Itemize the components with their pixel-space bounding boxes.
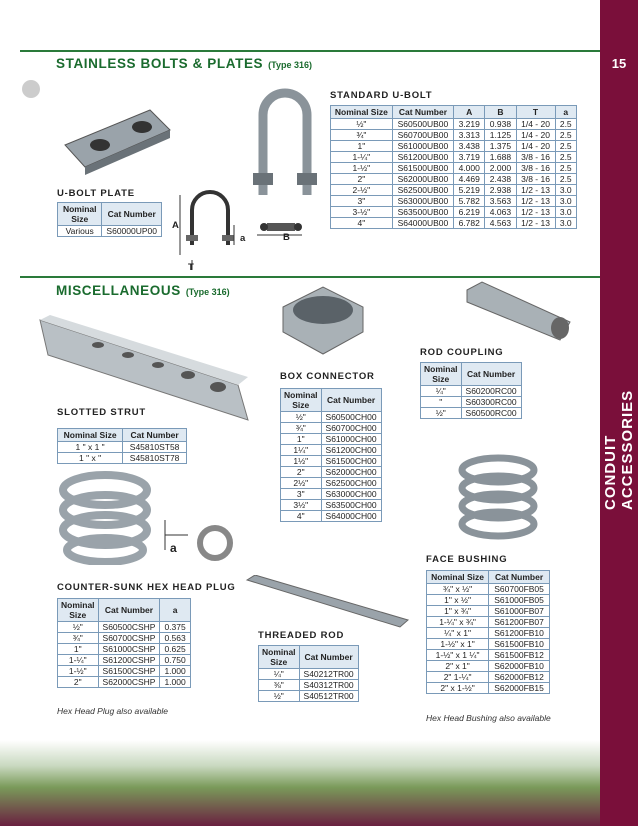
table-cell: 1" <box>58 644 99 655</box>
table-cell: S61500CSHP <box>98 666 160 677</box>
table-cell: S61200CH00 <box>321 445 381 456</box>
table-cell: 2.5 <box>555 152 576 163</box>
col-header: Nominal Size <box>58 203 102 226</box>
col-header: Nominal Size <box>421 363 462 386</box>
table-row <box>58 442 187 453</box>
table-row <box>427 628 550 639</box>
table-cell: 2.000 <box>485 163 516 174</box>
face-bushing-image <box>452 450 544 545</box>
table-cell: 1-¼" x ¾" <box>427 617 489 628</box>
table-cell: S60500CSHP <box>98 622 160 633</box>
table-row <box>421 386 522 397</box>
table-row: Various S60000UP00 <box>58 226 162 237</box>
table-row <box>281 511 382 522</box>
table-cell: S40512TR00 <box>299 691 358 702</box>
table-row <box>281 423 382 434</box>
table-cell: 1-½" x 1 ¼" <box>427 650 489 661</box>
col-header: Cat Number <box>392 106 453 119</box>
table-cell: 3.0 <box>555 196 576 207</box>
col-header: Nominal Size <box>281 389 322 412</box>
table-row <box>58 644 191 655</box>
col-header: Cat Number <box>123 429 187 442</box>
table-cell: S61200CSHP <box>98 655 160 666</box>
table-cell: S63000UB00 <box>392 196 453 207</box>
table-cell: S63500CH00 <box>321 500 381 511</box>
table-cell: 2½" <box>281 478 322 489</box>
table-row <box>427 584 550 595</box>
table-cell: S61000FB05 <box>489 595 550 606</box>
col-header: B <box>485 106 516 119</box>
table-cell: 1" x ½" <box>427 595 489 606</box>
table-cell: 1-¼" <box>58 655 99 666</box>
table-cell: 1½" <box>281 456 322 467</box>
table-row <box>58 622 191 633</box>
table-cell: 3.563 <box>485 196 516 207</box>
rod-coupling-image <box>462 280 572 345</box>
table-row <box>281 489 382 500</box>
table-cell: 0.563 <box>160 633 190 644</box>
table-cell: 2.938 <box>485 185 516 196</box>
table-cell: 1" <box>331 141 393 152</box>
table-row <box>331 196 577 207</box>
table-cell: 2.5 <box>555 163 576 174</box>
table-cell: 2" <box>281 467 322 478</box>
table-cell: " <box>421 397 462 408</box>
table-row <box>331 119 577 130</box>
table-cell: S40312TR00 <box>299 680 358 691</box>
table-cell: 6.782 <box>454 218 485 229</box>
table-cell: 1-½" <box>331 163 393 174</box>
table-cell: ¾" <box>58 633 99 644</box>
table-cell: 4.469 <box>454 174 485 185</box>
col-header: Nominal Size <box>427 571 489 584</box>
table-cell: 5.219 <box>454 185 485 196</box>
table-row <box>421 408 522 419</box>
table-cell: S60700UB00 <box>392 130 453 141</box>
table-cell: S45810ST78 <box>123 453 187 464</box>
table-cell: 2-½" <box>331 185 393 196</box>
table-row <box>331 174 577 185</box>
table-row <box>421 397 522 408</box>
col-header: Cat Number <box>299 646 358 669</box>
table-row <box>259 691 359 702</box>
table-cell: S62000UB00 <box>392 174 453 185</box>
table-cell: S61500CH00 <box>321 456 381 467</box>
table-row <box>58 655 191 666</box>
table-cell: 4.563 <box>485 218 516 229</box>
table-cell: 1.000 <box>160 666 190 677</box>
table-cell: S60700CSHP <box>98 633 160 644</box>
table-row <box>427 661 550 672</box>
table-row <box>281 445 382 456</box>
table-cell: 1-¼" <box>331 152 393 163</box>
box-connector-table <box>280 388 382 522</box>
table-cell: 1/4 - 20 <box>516 130 555 141</box>
table-cell: ¾" <box>331 130 393 141</box>
table-cell: 3/8 - 16 <box>516 152 555 163</box>
section-title-misc: MISCELLANEOUS (Type 316) <box>56 283 230 298</box>
hex-plug-dim-label: a <box>170 541 178 555</box>
slotted-strut-label: SLOTTED STRUT <box>57 407 147 418</box>
box-connector-label: BOX CONNECTOR <box>280 371 375 382</box>
table-cell: ¼" <box>259 669 300 680</box>
table-row <box>259 669 359 680</box>
table-cell: S62000CSHP <box>98 677 160 688</box>
table-cell: 1-½" <box>58 666 99 677</box>
table-cell: S62000CH00 <box>321 467 381 478</box>
rod-coupling-label: ROD COUPLING <box>420 347 504 358</box>
table-cell: 4" <box>281 511 322 522</box>
table-cell: 4.063 <box>485 207 516 218</box>
table-cell: 0.938 <box>485 119 516 130</box>
threaded-rod-table <box>258 645 359 702</box>
table-row <box>427 606 550 617</box>
face-bushing-label: FACE BUSHING <box>426 554 508 565</box>
table-cell: 3.438 <box>454 141 485 152</box>
table-cell: S61200UB00 <box>392 152 453 163</box>
face-bushing-note: Hex Head Bushing also available <box>426 713 551 723</box>
table-row <box>331 218 577 229</box>
table-cell: S40212TR00 <box>299 669 358 680</box>
dim-label-a: a <box>240 233 247 244</box>
table-row <box>281 478 382 489</box>
table-row <box>281 456 382 467</box>
table-cell: 1/2 - 13 <box>516 207 555 218</box>
section-rule <box>20 50 600 52</box>
table-cell: S61500UB00 <box>392 163 453 174</box>
table-cell: 1/4 - 20 <box>516 141 555 152</box>
standard-ubolt-label: STANDARD U-BOLT <box>330 90 433 101</box>
table-cell: 3.719 <box>454 152 485 163</box>
table-cell: 0.625 <box>160 644 190 655</box>
table-cell: 3/8 - 16 <box>516 174 555 185</box>
ubolt-plate-image <box>60 105 175 175</box>
ubolt-image <box>245 85 325 200</box>
table-row <box>331 207 577 218</box>
table-cell: 3/8 - 16 <box>516 163 555 174</box>
section-title-stainless: STAINLESS BOLTS & PLATES (Type 316) <box>56 56 313 71</box>
table-cell: 2" <box>331 174 393 185</box>
table-cell: 1/2 - 13 <box>516 196 555 207</box>
table-cell: 1.688 <box>485 152 516 163</box>
table-cell: S60300RC00 <box>461 397 521 408</box>
col-header: Nominal Size <box>58 429 123 442</box>
box-connector-image <box>278 282 368 362</box>
table-cell: 0.750 <box>160 655 190 666</box>
table-cell: 1.375 <box>485 141 516 152</box>
table-cell: S62500UB00 <box>392 185 453 196</box>
table-cell: 1.125 <box>485 130 516 141</box>
table-cell: S61200FB07 <box>489 617 550 628</box>
face-bushing-table <box>426 570 550 694</box>
table-cell: S62000FB12 <box>489 672 550 683</box>
binder-hole <box>22 80 40 98</box>
col-header: A <box>454 106 485 119</box>
table-cell: 1" <box>281 434 322 445</box>
dim-label-A: A <box>172 220 180 231</box>
table-cell: S61500FB10 <box>489 639 550 650</box>
table-row <box>281 412 382 423</box>
side-title: CONDUIT ACCESSORIES <box>602 389 636 510</box>
col-header: a <box>555 106 576 119</box>
table-cell: S64000CH00 <box>321 511 381 522</box>
threaded-rod-label: THREADED ROD <box>258 630 345 641</box>
table-cell: 1.000 <box>160 677 190 688</box>
table-cell: S63000CH00 <box>321 489 381 500</box>
table-row <box>427 672 550 683</box>
table-row <box>427 683 550 694</box>
table-cell: S61500FB12 <box>489 650 550 661</box>
table-cell: S62000FB15 <box>489 683 550 694</box>
table-cell: S60500RC00 <box>461 408 521 419</box>
table-cell: S45810ST58 <box>123 442 187 453</box>
table-row <box>58 666 191 677</box>
table-cell: 6.219 <box>454 207 485 218</box>
table-cell: ¾" <box>281 423 322 434</box>
table-cell: 3.219 <box>454 119 485 130</box>
col-header: Cat Number <box>321 389 381 412</box>
ubolt-plate-label: U-BOLT PLATE <box>57 188 135 199</box>
table-row <box>331 130 577 141</box>
threaded-rod-image <box>245 575 410 630</box>
table-row <box>331 152 577 163</box>
standard-ubolt-table <box>330 105 577 229</box>
table-cell: 3½" <box>281 500 322 511</box>
table-cell: 3" <box>281 489 322 500</box>
table-cell: S62000FB10 <box>489 661 550 672</box>
table-cell: ¼" x 1" <box>427 628 489 639</box>
footer-graphic <box>0 740 600 826</box>
table-row <box>427 595 550 606</box>
table-cell: 1/2 - 13 <box>516 218 555 229</box>
table-row <box>58 453 187 464</box>
table-cell: 5.782 <box>454 196 485 207</box>
table-cell: 3.0 <box>555 185 576 196</box>
table-cell: 3.0 <box>555 218 576 229</box>
table-cell: 1 " x " <box>58 453 123 464</box>
dim-label-B: B <box>283 232 291 243</box>
rod-coupling-table <box>420 362 522 419</box>
ubolt-diagram <box>172 185 312 270</box>
table-cell: ½" <box>421 408 462 419</box>
table-cell: 2" <box>58 677 99 688</box>
table-cell: 1-½" x 1" <box>427 639 489 650</box>
table-cell: 3.0 <box>555 207 576 218</box>
table-cell: S60500CH00 <box>321 412 381 423</box>
table-cell: S61000CH00 <box>321 434 381 445</box>
table-cell: 4" <box>331 218 393 229</box>
table-row <box>331 163 577 174</box>
col-header: a <box>160 599 190 622</box>
hex-plug-image <box>55 465 155 565</box>
col-header: Nominal Size <box>259 646 300 669</box>
table-cell: S62500CH00 <box>321 478 381 489</box>
table-cell: ½" <box>259 691 300 702</box>
page-number: 15 <box>611 56 627 71</box>
table-cell: S60700CH00 <box>321 423 381 434</box>
table-cell: S61200FB10 <box>489 628 550 639</box>
table-row <box>427 639 550 650</box>
table-cell: S61000UB00 <box>392 141 453 152</box>
table-cell: S61000CSHP <box>98 644 160 655</box>
table-cell: 2.5 <box>555 119 576 130</box>
table-cell: 2" x 1" <box>427 661 489 672</box>
table-cell: S61000FB07 <box>489 606 550 617</box>
table-cell: ½" <box>58 622 99 633</box>
table-cell: S60700FB05 <box>489 584 550 595</box>
col-header: Nominal Size <box>331 106 393 119</box>
table-cell: 2.5 <box>555 141 576 152</box>
table-cell: 0.375 <box>160 622 190 633</box>
col-header: Cat Number <box>102 203 162 226</box>
table-row <box>331 185 577 196</box>
table-cell: 3-½" <box>331 207 393 218</box>
table-row <box>281 467 382 478</box>
col-header: Nominal Size <box>58 599 99 622</box>
table-cell: ⅜" <box>259 680 300 691</box>
table-row <box>281 500 382 511</box>
table-cell: 1 " x 1 " <box>58 442 123 453</box>
table-cell: 2.5 <box>555 130 576 141</box>
section-rule <box>20 276 600 278</box>
table-cell: 1¼" <box>281 445 322 456</box>
hex-plug-note: Hex Head Plug also available <box>57 706 169 716</box>
table-row <box>427 650 550 661</box>
col-header: Cat Number <box>489 571 550 584</box>
table-row <box>427 617 550 628</box>
hex-plug-table <box>57 598 191 688</box>
table-cell: 3.313 <box>454 130 485 141</box>
table-cell: ¼" <box>421 386 462 397</box>
table-cell: 1" x ¾" <box>427 606 489 617</box>
table-row <box>58 677 191 688</box>
dim-label-T: T <box>188 262 195 273</box>
table-row <box>259 680 359 691</box>
ubolt-plate-table <box>57 202 162 237</box>
table-row <box>281 434 382 445</box>
table-cell: 2.438 <box>485 174 516 185</box>
table-row <box>331 141 577 152</box>
table-cell: S63500UB00 <box>392 207 453 218</box>
col-header: T <box>516 106 555 119</box>
col-header: Cat Number <box>98 599 160 622</box>
table-cell: S64000UB00 <box>392 218 453 229</box>
table-cell: ½" <box>281 412 322 423</box>
table-cell: S60200RC00 <box>461 386 521 397</box>
table-cell: 2.5 <box>555 174 576 185</box>
col-header: Cat Number <box>461 363 521 386</box>
table-cell: 1/4 - 20 <box>516 119 555 130</box>
table-cell: S60500UB00 <box>392 119 453 130</box>
slotted-strut-table <box>57 428 187 464</box>
table-cell: 2" x 1-½" <box>427 683 489 694</box>
hex-plug-label: COUNTER-SUNK HEX HEAD PLUG <box>57 582 236 593</box>
table-row <box>58 633 191 644</box>
table-cell: 1/2 - 13 <box>516 185 555 196</box>
table-cell: 3" <box>331 196 393 207</box>
table-cell: ½" <box>331 119 393 130</box>
table-cell: 4.000 <box>454 163 485 174</box>
table-cell: ¾" x ½" <box>427 584 489 595</box>
table-cell: 2" 1-¼" <box>427 672 489 683</box>
